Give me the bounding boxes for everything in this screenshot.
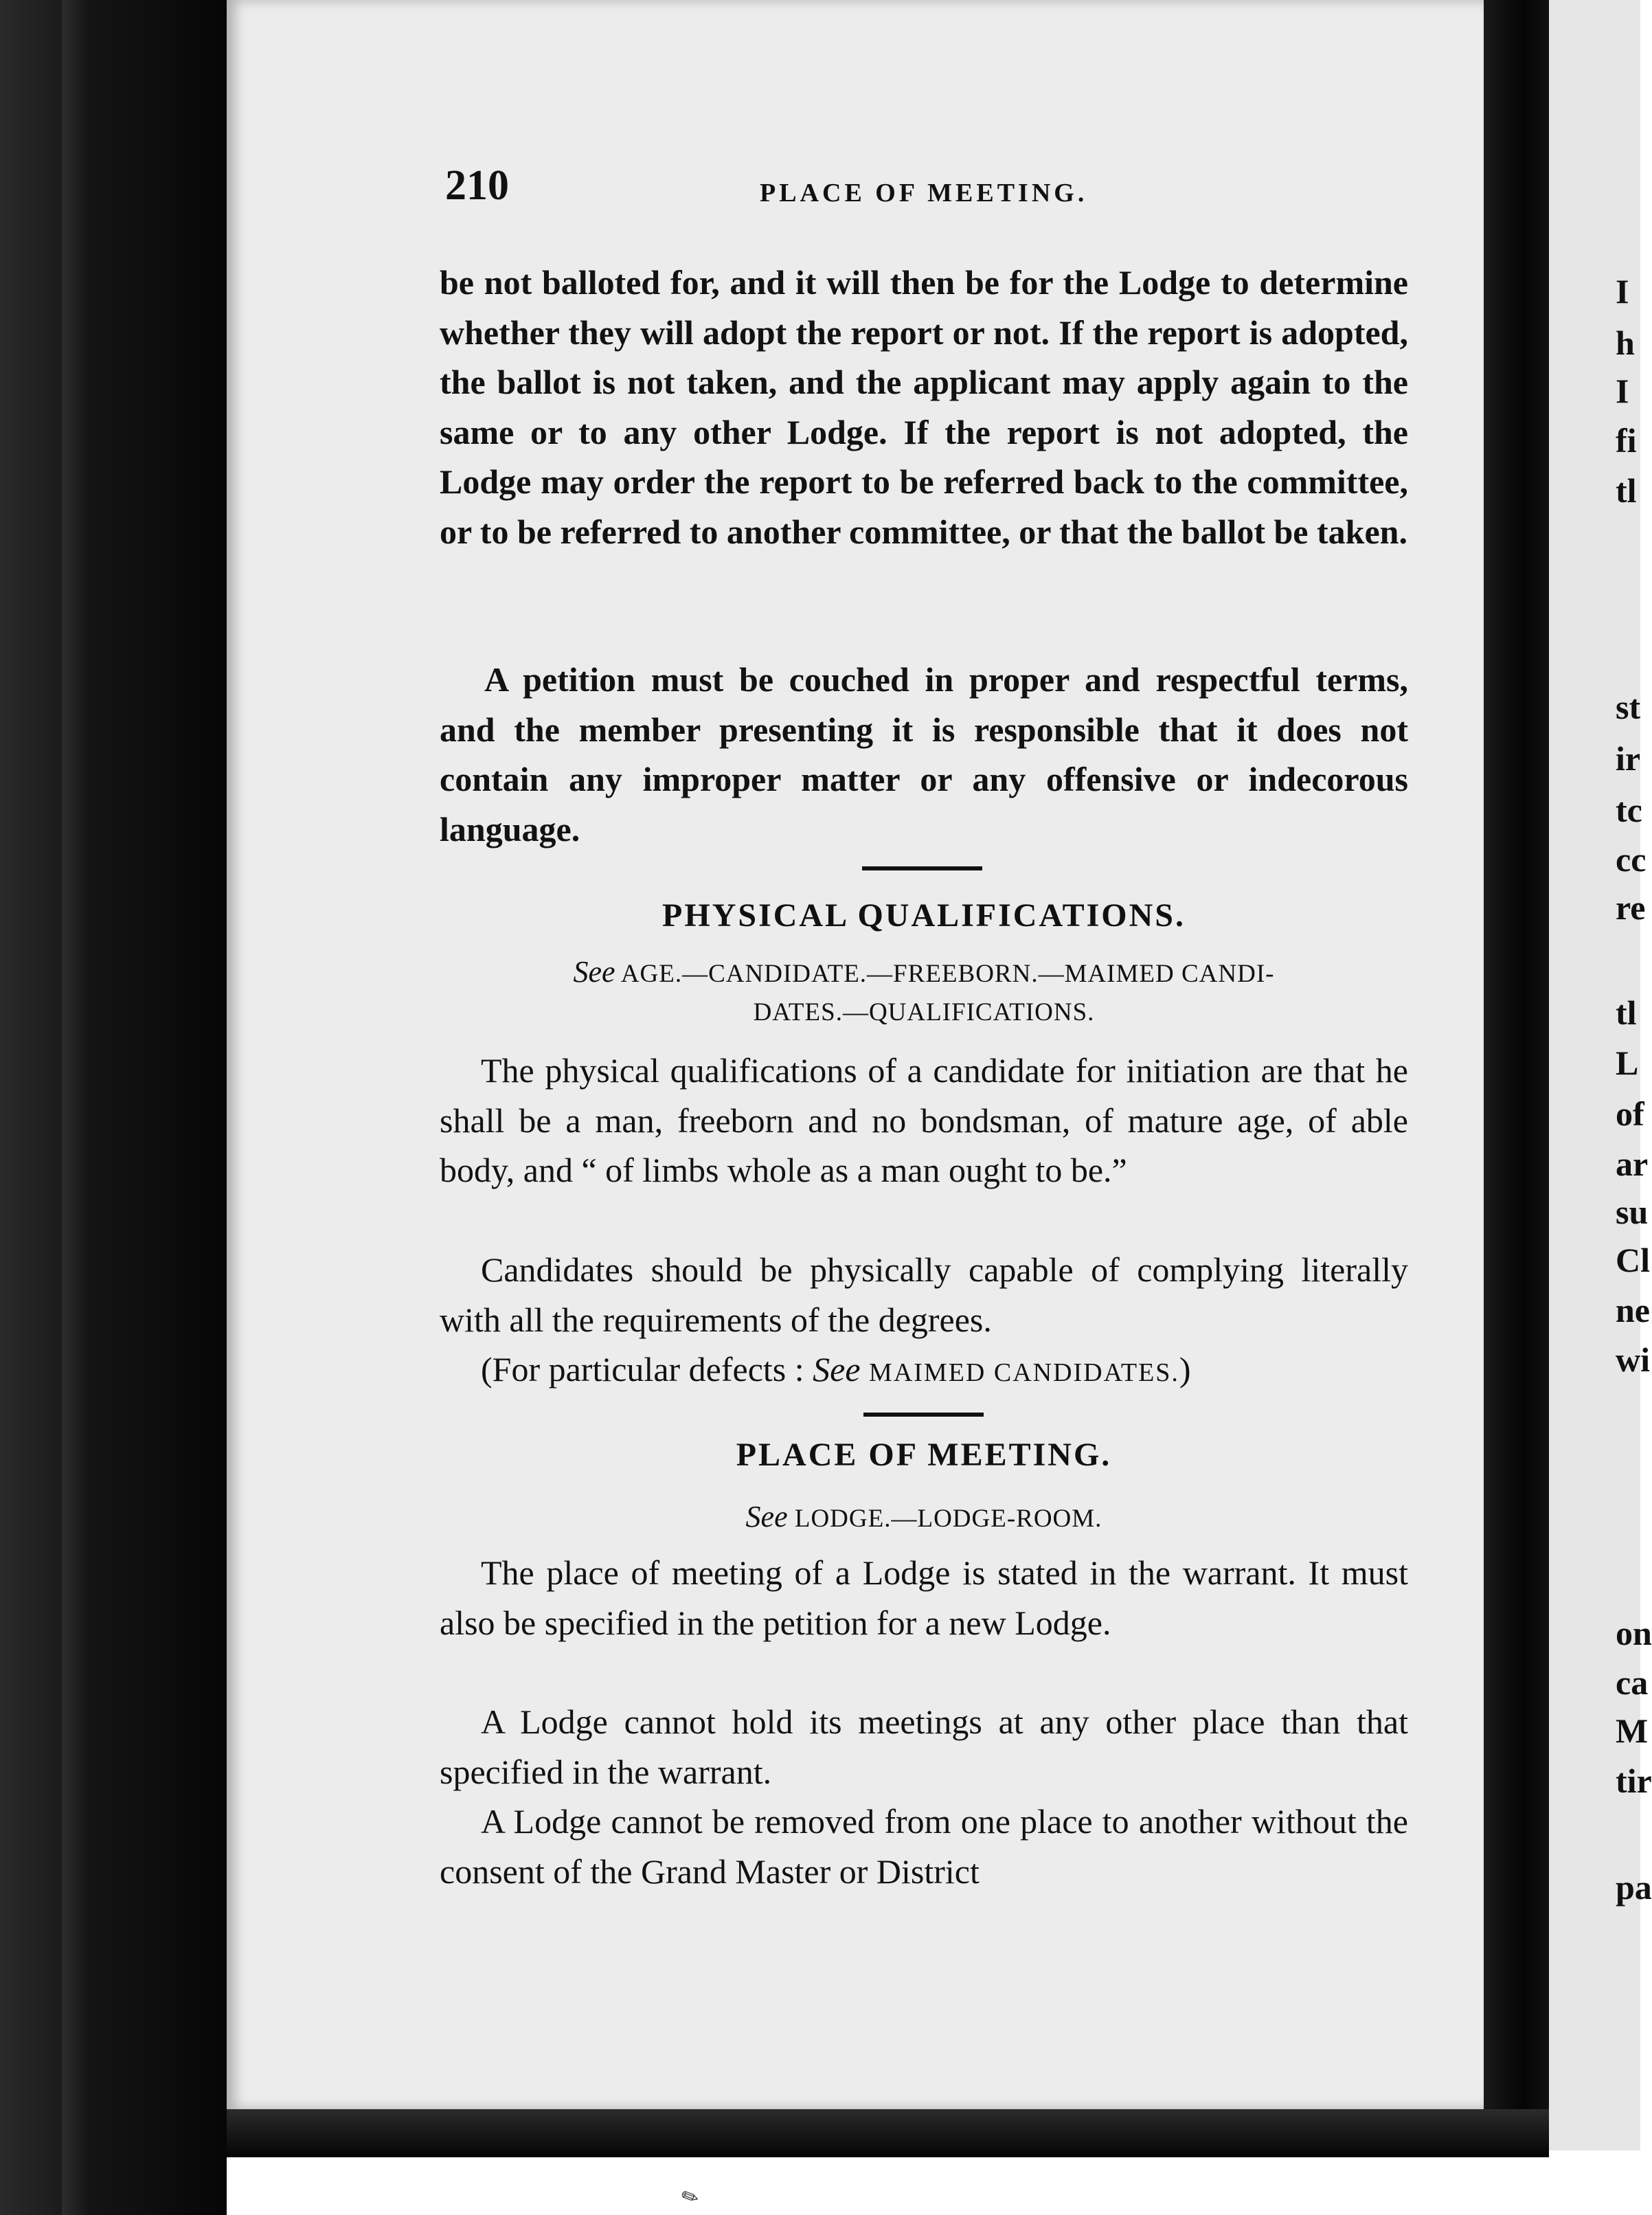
facing-page-fragment: st	[1616, 688, 1641, 726]
facing-page-fragment: I	[1616, 272, 1629, 311]
other-place-paragraph: A Lodge cannot hold its meetings at any other place than that specified in the warrant.	[440, 1702, 1408, 1791]
defects-note-prefix: (For particular defects :	[481, 1350, 813, 1388]
facing-page-fragment: ne	[1616, 1291, 1650, 1329]
defects-note-suffix: )	[1179, 1350, 1191, 1388]
facing-page-fragment: h	[1616, 324, 1635, 362]
facing-page-fragment: fi	[1616, 421, 1637, 460]
physical-qualifications-paragraph: The physical qualifications of a candidate for initiation are that he shall be a man, freeborn and no bondsman, of mature age, of able body, and “ of limbs whole as a man ought to be.”	[440, 1051, 1408, 1189]
facing-page-fragment: tl	[1616, 471, 1637, 510]
capability-paragraph: Candidates should be physically capable of complying literally with all the requirements of the degrees.	[440, 1250, 1408, 1339]
section-heading-physical-qualifications: PHYSICAL QUALIFICATIONS.	[662, 897, 1186, 934]
facing-page-fragment: ar	[1616, 1145, 1649, 1183]
see-references: AGE.—CANDIDATE.—FREEBORN.—MAIMED CANDI-	[620, 960, 1275, 988]
facing-page-fragment: ir	[1616, 739, 1641, 778]
cross-reference-physical	[440, 952, 1408, 995]
facing-page-fragment: tir	[1616, 1762, 1652, 1800]
scan-margin	[227, 2157, 1640, 2215]
see-references-cont: DATES.—QUALIFICATIONS.	[753, 998, 1095, 1026]
petition-paragraph: A petition must be couched in proper and respectful terms, and the member presenting it is responsible that it does not contain any improper matter or any offensive or indecorous language.	[440, 660, 1408, 848]
facing-page-fragment: tl	[1616, 993, 1637, 1032]
facing-page-fragment: L	[1616, 1044, 1639, 1082]
section-divider	[863, 1413, 984, 1417]
facing-page-fragment: wi	[1616, 1340, 1650, 1379]
see-references: LODGE.—LODGE-ROOM.	[794, 1505, 1102, 1533]
book-gutter	[1484, 0, 1549, 2150]
facing-page-fragment: tc	[1616, 791, 1642, 829]
place-of-meeting-paragraph: The place of meeting of a Lodge is stated in the warrant. It must also be specified in the petition for a new Lodge.	[440, 1553, 1408, 1642]
defects-note	[440, 1345, 1408, 1398]
facing-page-fragment: re	[1616, 888, 1646, 927]
running-head: PLACE OF MEETING.	[760, 179, 1088, 207]
facing-page-fragment: on	[1616, 1614, 1652, 1652]
facing-page-fragment: of	[1616, 1094, 1644, 1133]
see-label: See	[573, 955, 615, 989]
bottom-page-edge	[227, 2109, 1549, 2157]
defects-see-label: See	[813, 1350, 861, 1388]
facing-page-fragment: I	[1616, 372, 1629, 410]
facing-page-fragment: ca	[1616, 1663, 1649, 1702]
see-label: See	[745, 1500, 788, 1533]
facing-page-fragment: M	[1616, 1711, 1649, 1750]
section-divider	[862, 866, 982, 870]
facing-page-fragment: su	[1616, 1193, 1649, 1231]
ink-mark-icon: ✎	[677, 2183, 703, 2212]
page-number: 210	[445, 162, 509, 209]
facing-page-fragment: Cl	[1616, 1241, 1650, 1279]
cross-reference-place	[440, 1496, 1408, 1540]
removal-paragraph: A Lodge cannot be removed from one place to another without the consent of the Grand Master or District	[440, 1802, 1408, 1891]
facing-page-fragment: pa	[1616, 1868, 1652, 1907]
defects-reference: MAIMED CANDIDATES.	[869, 1358, 1179, 1387]
page-header	[445, 161, 1407, 216]
cross-reference-physical-cont	[440, 992, 1408, 1033]
left-book-edge	[0, 0, 227, 2215]
section-heading-place-of-meeting: PLACE OF MEETING.	[736, 1437, 1112, 1473]
continuation-paragraph: be not balloted for, and it will then be for the Lodge to determine whether they will adopt the report or not. If the report is adopted, the ballot is not taken, and the applicant may apply again to the same or to any other Lodge. If the report is not adopted, the Lodge may order the report to be referred back to the committee, or to be referred to another committee, or that the ballot be taken.	[440, 263, 1408, 551]
facing-page-fragment: cc	[1616, 840, 1647, 879]
